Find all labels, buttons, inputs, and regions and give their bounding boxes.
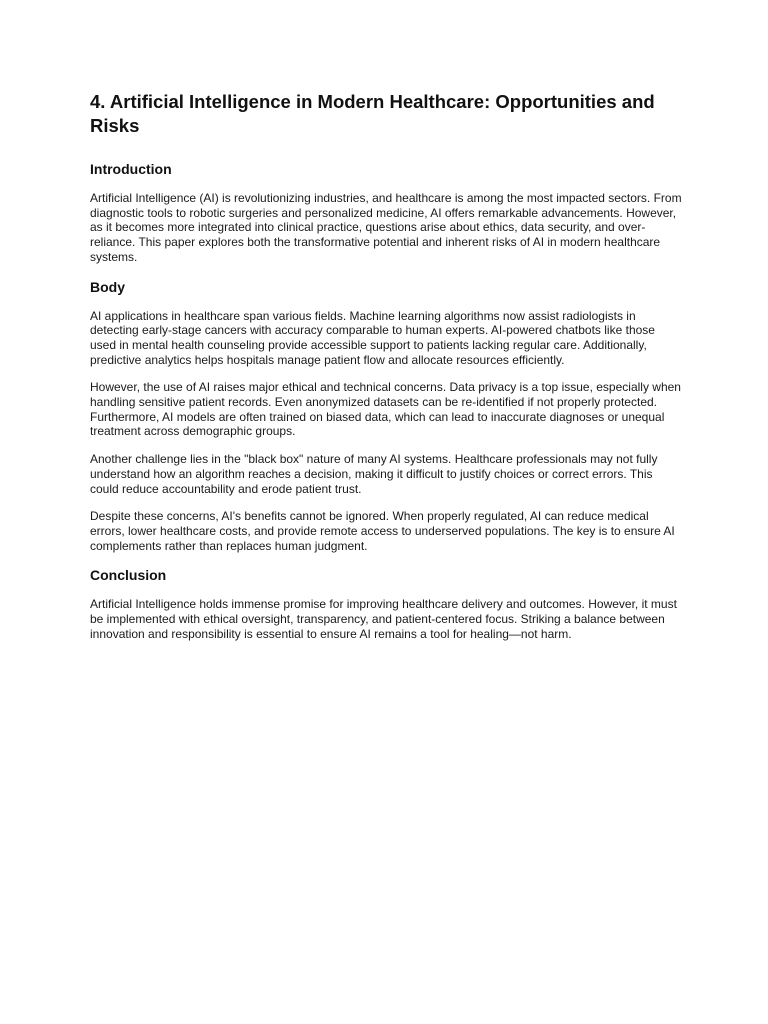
paragraph: Artificial Intelligence holds immense promise for improving healthcare delivery and outcomes. However, it must be implemented with ethical oversight, transparency, and patient-centered focus. Striking a balance between innovation and responsibility is essential to ensure AI remains a tool for healing—not harm. xyxy=(90,597,677,641)
section-conclusion xyxy=(90,566,682,641)
paragraph: However, the use of AI raises major ethical and technical concerns. Data privacy is a top issue, especially when handling sensitive patient records. Even anonymized datasets can be re-identified if not properly protected. Furthermore, AI models are often trained on biased data, which can lead to inaccurate diagnoses or unequal treatment across demographic groups. xyxy=(90,380,681,439)
paragraph: Artificial Intelligence (AI) is revolutionizing industries, and healthcare is among the most impacted sectors. From diagnostic tools to robotic surgeries and personalized medicine, AI offers remarkable advancements. However, as it becomes more integrated into clinical practice, questions arise about ethics, data security, and over-reliance. This paper explores both the transformative potential and inherent risks of AI in modern healthcare systems. xyxy=(90,191,682,264)
paragraph: Despite these concerns, AI's benefits cannot be ignored. When properly regulated, AI can reduce medical errors, lower healthcare costs, and provide remote access to underserved populations. The key is to ensure AI complements rather than replaces human judgment. xyxy=(90,509,675,553)
section-body xyxy=(90,278,682,554)
paragraph: AI applications in healthcare span various fields. Machine learning algorithms now assist radiologists in detecting early-stage cancers with accuracy comparable to human experts. AI-powered chatbots like those used in mental health counseling provide accessible support to patients lacking regular care. Additionally, predictive analytics helps hospitals manage patient flow and allocate resources efficiently. xyxy=(90,308,655,367)
document-title: 4. Artificial Intelligence in Modern Healthcare: Opportunities and Risks xyxy=(90,91,655,136)
document-page xyxy=(90,90,682,654)
section-introduction xyxy=(90,160,682,265)
section-heading-introduction: Introduction xyxy=(90,161,172,177)
paragraph: Another challenge lies in the "black box" nature of many AI systems. Healthcare professionals may not fully understand how an algorithm reaches a decision, making it difficult to justify choices or correct errors. This could reduce accountability and erode patient trust. xyxy=(90,452,658,496)
section-heading-conclusion: Conclusion xyxy=(90,567,167,584)
section-heading-body: Body xyxy=(90,278,125,295)
